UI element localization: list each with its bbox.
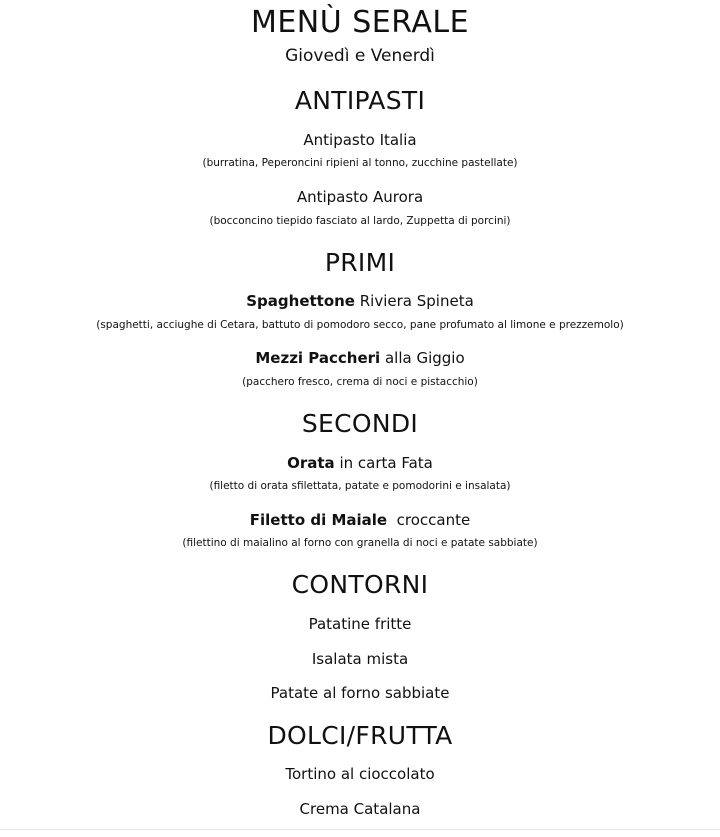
dish-name-bold: Mezzi Paccheri	[255, 349, 381, 367]
dish-description: (burratina, Peperoncini ripieni al tonno, zucchine pastellate)	[202, 157, 518, 169]
dish-description: (spaghetti, acciughe di Cetara, battuto di pomodoro secco, pane profumato al limone e prezzemolo)	[96, 319, 624, 331]
page-bottom-edge	[0, 829, 720, 830]
section-heading-secondi: SECONDI	[301, 409, 419, 438]
side-dish-item: Patate al forno sabbiate	[270, 684, 450, 702]
dish-description: (filetto di orata sfilettata, patate e pomodorini e insalata)	[209, 480, 511, 492]
section-heading-contorni: CONTORNI	[291, 570, 429, 599]
side-dish-item: Patatine fritte	[308, 615, 412, 633]
menu-title: MENÙ SERALE	[250, 5, 470, 40]
dish-antipasto-italia	[0, 133, 720, 148]
section-heading-antipasti: ANTIPASTI	[294, 86, 426, 115]
dish-name-bold: Filetto di Maiale	[249, 511, 388, 529]
dish-name: Antipasto Aurora	[296, 188, 424, 206]
dish-name: Antipasto Italia	[303, 131, 417, 149]
dish-filetto-di-maiale	[0, 513, 720, 528]
dish-description: (filettino di maialino al forno con granella di noci e patate sabbiate)	[182, 537, 538, 549]
dish-description: (pacchero fresco, crema di noci e pistacchio)	[242, 376, 478, 388]
menu-subtitle: Giovedì e Venerdì	[285, 46, 435, 66]
dish-description: (bocconcino tiepido fasciato al lardo, Zuppetta di porcini)	[209, 215, 511, 227]
dish-spaghettone	[0, 294, 720, 309]
dessert-item: Tortino al cioccolato	[285, 765, 435, 783]
dish-name-bold: Spaghettone	[246, 292, 355, 310]
dish-mezzi-paccheri	[0, 351, 720, 366]
dish-name: croccante	[387, 511, 471, 529]
section-heading-dolci: DOLCI/FRUTTA	[267, 721, 453, 750]
dessert-item: Crema Catalana	[299, 800, 421, 818]
section-heading-primi: PRIMI	[324, 248, 396, 277]
dish-name: alla Giggio	[380, 349, 465, 367]
dish-antipasto-aurora	[0, 190, 720, 205]
dish-name: Riviera Spineta	[354, 292, 474, 310]
side-dish-item: Isalata mista	[311, 650, 409, 668]
dish-orata	[0, 456, 720, 471]
dish-name: in carta Fata	[334, 454, 433, 472]
dish-name-bold: Orata	[287, 454, 335, 472]
